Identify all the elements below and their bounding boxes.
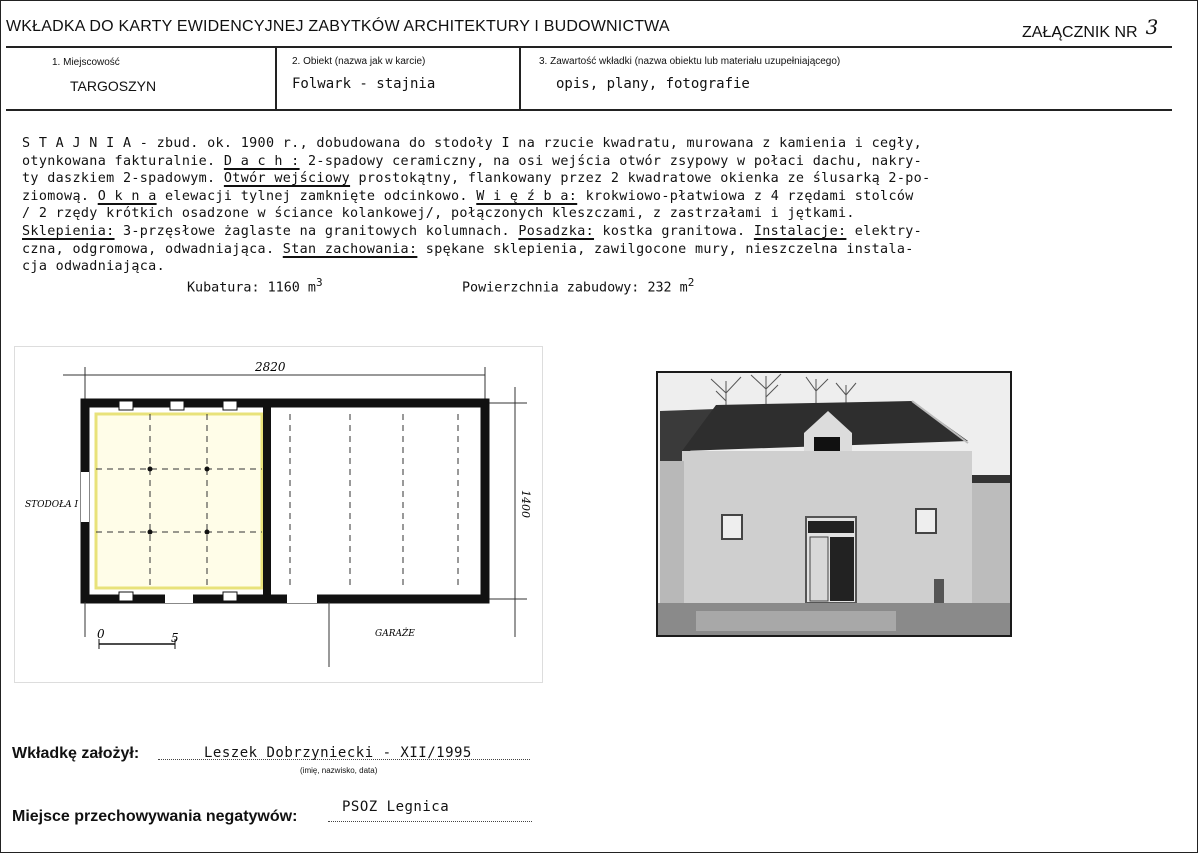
floor-plan-drawing: [15, 347, 542, 682]
door-transom: [808, 521, 854, 533]
object-label: 2. Obiekt (nazwa jak w karcie): [292, 56, 426, 67]
negatives-label: Miejsce przechowywania negatywów:: [12, 808, 298, 825]
founder-label: Wkładkę założył:: [12, 745, 140, 762]
desc-line: krokwiowo-płatwiowa z 4 rzędami stolców: [577, 188, 914, 204]
window: [119, 401, 133, 410]
founder-hint: (imię, nazwisko, data): [300, 766, 378, 775]
area-value: 232 m: [647, 280, 688, 296]
desc-term: Otwór wejściowy: [223, 171, 351, 187]
garage-room: [272, 414, 477, 588]
side-wall: [660, 461, 684, 603]
scale-end-label: 5: [171, 631, 179, 645]
door-opening: [830, 537, 854, 601]
founder-value: Leszek Dobrzyniecki - XII/1995: [204, 745, 472, 761]
window: [170, 401, 184, 410]
field-divider-1: [275, 48, 277, 109]
desc-line: 2-spadowy ceramiczny, na osi wejścia otwór zsypowy w połaci dachu, nakry-: [299, 153, 923, 169]
field-divider-2: [519, 48, 521, 109]
locality-label: 1. Miejscowość: [52, 57, 120, 68]
contents-label: 3. Zawartość wkładki (nazwa obiektu lub materiału uzupełniającego): [539, 56, 841, 67]
object-value: Folwark - stajnia: [292, 76, 436, 92]
window: [119, 592, 133, 601]
garage-label: GARAŻE: [375, 629, 415, 639]
scale-start-label: 0: [97, 627, 105, 641]
door-leaf: [810, 537, 828, 601]
window: [722, 515, 742, 539]
area-exponent: 2: [687, 276, 695, 289]
desc-line: kostka granitowa.: [594, 223, 754, 239]
desc-term: O k n a: [97, 188, 157, 204]
annex-label-text: ZAŁĄCZNIK NR: [1022, 24, 1138, 41]
building-photo: [656, 371, 1012, 637]
desc-term: W i ę ź b a:: [476, 188, 578, 204]
volume-value: 1160 m: [267, 280, 316, 296]
desc-line: spękane sklepienia, zawilgocone mury, nieszczelna instala-: [417, 241, 914, 257]
desc-line: prostokątny, flankowany przez 2 kwadratowe okienka ze ślusarką 2-po-: [350, 171, 931, 187]
area-stat: [462, 276, 694, 295]
annex-number: 3: [1145, 15, 1159, 39]
right-roof: [972, 475, 1010, 483]
header-rule-bottom: [6, 109, 1172, 111]
annex-label: [1022, 15, 1159, 42]
column: [148, 530, 153, 535]
desc-heading: S T A J N I A: [22, 136, 132, 151]
depth-dimension-label: 1400: [519, 490, 532, 518]
floor-plan: [14, 346, 543, 683]
desc-term: Stan zachowania:: [282, 241, 418, 257]
volume-label: Kubatura:: [187, 280, 260, 296]
pavement: [696, 611, 896, 631]
area-label: Powierzchnia zabudowy:: [462, 280, 640, 296]
column: [205, 467, 210, 472]
entrance-door: [165, 593, 193, 603]
partition-wall: [263, 403, 271, 599]
neighbor-building-label: STODOŁA I: [25, 500, 79, 510]
desc-term: Posadzka:: [518, 223, 595, 239]
garage-door: [287, 593, 317, 603]
contents-value: opis, plany, fotografie: [556, 76, 750, 92]
volume-stat: [187, 276, 323, 295]
building-photo-image: [656, 371, 1012, 637]
desc-term: Instalacje:: [753, 223, 847, 239]
desc-term: Sklepienia:: [22, 223, 115, 239]
window: [223, 401, 237, 410]
desc-line: cja odwadniająca.: [22, 259, 166, 275]
desc-line: - zbud. ok. 1900 r., dobudowana do stodoły I na rzucie kwadratu, murowana z kamienia i cegły,: [131, 136, 923, 151]
desc-line: ziomową.: [22, 188, 98, 204]
header-rule-top: [6, 46, 1172, 48]
hydrant: [934, 579, 944, 603]
desc-line: otynkowana fakturalnie.: [22, 153, 224, 169]
card-title: WKŁADKA DO KARTY EWIDENCYJNEJ ZABYTKÓW ARCHITEKTURY I BUDOWNICTWA: [6, 18, 670, 35]
window: [916, 509, 936, 533]
desc-line: ty daszkiem 2-spadowym.: [22, 171, 224, 187]
stable-room: [96, 414, 262, 588]
window: [223, 592, 237, 601]
desc-term: D a c h :: [223, 153, 300, 169]
locality-value: TARGOSZYN: [70, 78, 157, 94]
volume-exponent: 3: [316, 276, 323, 289]
column: [148, 467, 153, 472]
desc-line: / 2 rzędy krótkich osadzone w ściance kolankowej/, połączonych kleszczami, z zastrzałami i jętkami.: [22, 206, 855, 222]
desc-line: elektry-: [846, 223, 923, 239]
desc-line: 3-przęsłowe żaglaste na granitowych kolumnach.: [114, 223, 519, 239]
negatives-value: PSOZ Legnica: [342, 799, 450, 815]
right-building: [972, 479, 1010, 603]
description-text: [22, 135, 1177, 276]
desc-line: czna, odgromowa, odwadniająca.: [22, 241, 283, 257]
side-opening: [81, 472, 89, 522]
desc-line: elewacji tylnej zamknięte odcinkowo.: [156, 188, 477, 204]
width-dimension-label: 2820: [255, 360, 286, 374]
column: [205, 530, 210, 535]
